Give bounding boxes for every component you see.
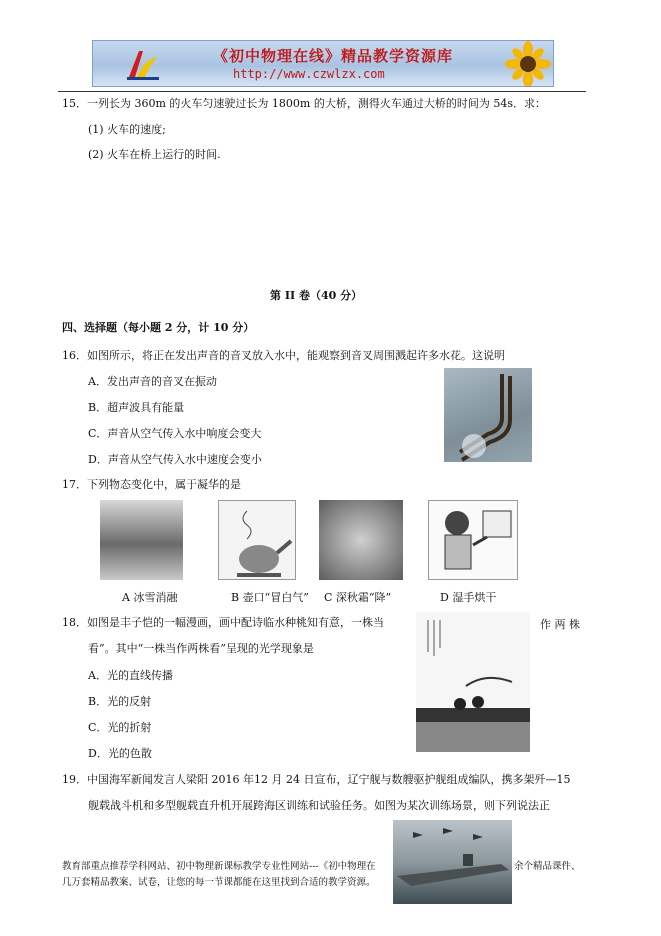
sunflower-icon [503, 41, 553, 87]
header-rule [58, 91, 586, 92]
q18-option-b: B．光的反射 [88, 695, 152, 708]
banner-title: 《初中物理在线》精品教学资源库 [213, 47, 454, 65]
site-logo-icon [123, 47, 163, 83]
q18-option-a: A．光的直线传播 [88, 669, 173, 682]
q19-line2: 舰载战斗机和多型舰载直升机开展跨海区训练和试验任务。如图为某次训练场景，则下列说法正 [88, 799, 550, 812]
hand-dryer-image [428, 500, 518, 580]
q18-stem-line2: 看”。其中“一株当作两株看”呈现的光学现象是 [88, 642, 314, 655]
tuning-fork-image [444, 368, 532, 462]
cartoon-icon [416, 612, 530, 752]
hand-dryer-icon [429, 501, 518, 580]
q19-line1: 19．中国海军新闻发言人梁阳 2016 年12 月 24 日宣布，辽宁舰与数艘驱护舰组成编队，携多架歼—15 [62, 773, 571, 786]
q18-option-c: C．光的折射 [88, 721, 152, 734]
q15-sub2: (2) 火车在桥上运行的时间. [88, 148, 221, 161]
banner-url[interactable]: http://www.czwlzx.com [233, 67, 385, 81]
q17-stem: 17．下列物态变化中，属于凝华的是 [62, 478, 241, 491]
q16-option-a: A．发出声音的音叉在振动 [88, 375, 217, 388]
q18-stem-line1-right: 作 两 株 [540, 618, 580, 631]
section-title: 第 II 卷（40 分） [270, 289, 363, 302]
q16-option-d: D．声音从空气传入水中速度会变小 [88, 453, 262, 466]
aircraft-carrier-image [393, 820, 512, 904]
aircraft-carrier-icon [393, 820, 512, 904]
q18-option-d: D．光的色散 [88, 747, 152, 760]
q17-caption-a: A 冰雪消融 [122, 591, 178, 604]
q17-caption-b: B 壶口“冒白气” [231, 591, 309, 604]
footer-line2: 几万套精品教案、试卷，让您的每一节课都能在这里找到合适的教学资源。 [62, 877, 376, 888]
tuning-fork-icon [444, 368, 532, 462]
kettle-image [218, 500, 296, 580]
q17-caption-c: C 深秋霜“降” [324, 591, 392, 604]
q18-stem-line1: 18．如图是丰子恺的一幅漫画，画中配诗临水种桃知有意，一株当 [62, 616, 384, 629]
q16-stem: 16．如图所示，将正在发出声音的音叉放入水中，能观察到音叉周围溅起许多水花。这说明 [62, 349, 505, 362]
frost-image [319, 500, 403, 580]
footer-line1-right: 余个精品课件、 [514, 861, 581, 872]
q17-caption-d: D 湿手烘干 [440, 591, 497, 604]
q15-stem: 15．一列长为 360m 的火车匀速驶过长为 1800m 的大桥，测得火车通过大桥的时间为 54s．求： [62, 97, 546, 110]
part4-title: 四、选择题（每小题 2 分，计 10 分） [62, 321, 255, 334]
kettle-icon [219, 501, 296, 580]
q16-option-c: C．声音从空气传入水中响度会变大 [88, 427, 262, 440]
footer-line1-left: 教育部重点推荐学科网站、初中物理新课标教学专业性网站---《初中物理在 [62, 861, 376, 872]
q15-sub1: (1) 火车的速度; [88, 123, 166, 136]
cartoon-image [416, 612, 530, 752]
header-banner [92, 40, 554, 87]
ice-melting-image [100, 500, 183, 580]
q16-option-b: B．超声波具有能量 [88, 401, 185, 414]
